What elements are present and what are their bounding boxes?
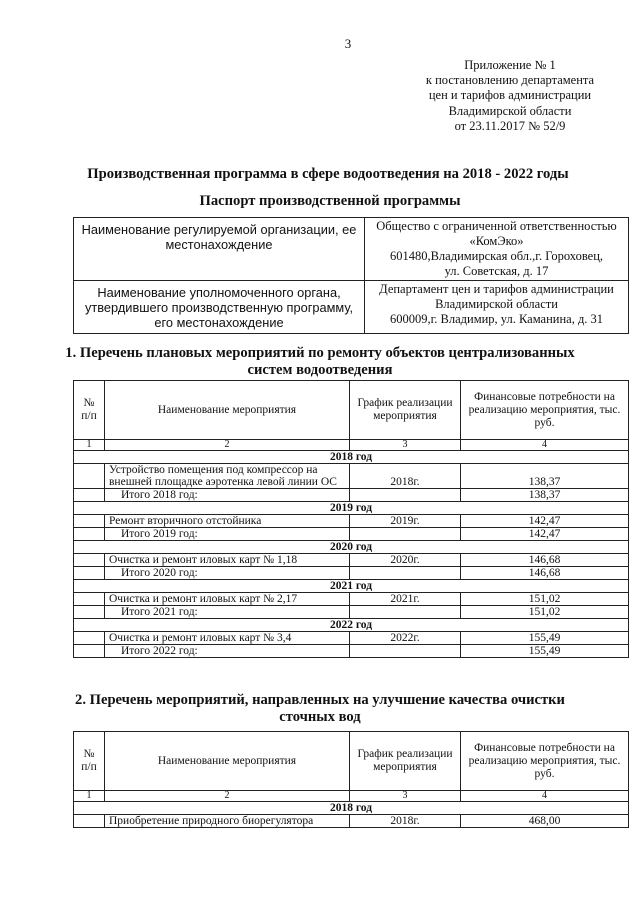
passport-value-line: Департамент цен и тарифов администрации: [379, 282, 614, 296]
appendix-line: от 23.11.2017 № 52/9: [454, 118, 566, 133]
passport-table: [73, 217, 629, 334]
appendix-line: к постановлению департамента: [425, 73, 595, 88]
appendix-line: Владимирской области: [448, 103, 572, 118]
appendix-line: Приложение № 1: [464, 58, 556, 72]
row-number: [74, 567, 105, 580]
total-label: Итого 2022 год:: [105, 645, 350, 658]
total-value: 138,37: [461, 489, 629, 502]
table-header-row: [74, 732, 629, 791]
row-schedule: [350, 606, 461, 619]
passport-label: Наименование уполномоченного органа, утвердившего производственную программу, его местонахождение: [74, 281, 365, 334]
column-number: 3: [350, 440, 461, 451]
row-number: [74, 815, 105, 828]
year-row: [74, 541, 629, 554]
column-numbers-row: [74, 440, 629, 451]
row-number: [74, 606, 105, 619]
section2-table: [73, 731, 629, 828]
total-value: 142,47: [461, 528, 629, 541]
header-schedule: График реализации мероприятия: [350, 732, 461, 791]
row-number: [74, 632, 105, 645]
column-number: 4: [461, 791, 629, 802]
row-number: [74, 528, 105, 541]
table-row: [74, 815, 629, 828]
row-item: Очистка и ремонт иловых карт № 2,17: [105, 593, 350, 606]
year-row: [74, 451, 629, 464]
passport-label: Наименование регулируемой организации, ее местонахождение: [74, 218, 365, 281]
row-schedule: 2019г.: [350, 515, 461, 528]
passport-heading: Паспорт производственной программы: [199, 193, 461, 209]
passport-value-line: Общество с ограниченной ответственностью: [376, 219, 617, 233]
table-row: [74, 515, 629, 528]
column-number: 4: [461, 440, 629, 451]
year-row: [74, 802, 629, 815]
row-schedule: 2018г.: [350, 464, 461, 489]
total-label: Итого 2021 год:: [105, 606, 350, 619]
passport-value-line: ул. Советская, д. 17: [444, 264, 549, 278]
row-schedule: [350, 645, 461, 658]
total-row: [74, 606, 629, 619]
table-row: [74, 632, 629, 645]
year-label: 2021 год: [74, 580, 629, 593]
passport-value: [365, 218, 629, 281]
appendix-line: цен и тарифов администрации: [428, 88, 592, 103]
header-cost: Финансовые потребности на реализацию мероприятия, тыс. руб.: [461, 381, 629, 440]
row-number: [74, 515, 105, 528]
section1-heading-line: систем водоотведения: [247, 362, 393, 378]
table-row: [74, 464, 629, 489]
header-number: № п/п: [74, 381, 105, 440]
section2-heading: [0, 692, 640, 726]
column-number: 2: [105, 440, 350, 451]
row-item: Приобретение природного биорегулятора: [105, 815, 350, 828]
total-label: Итого 2020 год:: [105, 567, 350, 580]
row-schedule: [350, 567, 461, 580]
passport-value: [365, 281, 629, 334]
passport-value-line: 600009,г. Владимир, ул. Каманина, д. 31: [389, 312, 604, 326]
total-label: Итого 2018 год:: [105, 489, 350, 502]
row-schedule: 2021г.: [350, 593, 461, 606]
row-cost: 146,68: [461, 554, 629, 567]
row-number: [74, 554, 105, 567]
year-row: [74, 619, 629, 632]
column-number: 1: [74, 440, 105, 451]
year-label: 2022 год: [74, 619, 629, 632]
header-number: № п/п: [74, 732, 105, 791]
row-cost: 142,47: [461, 515, 629, 528]
row-cost: 138,37: [461, 464, 629, 489]
row-item: Устройство помещения под компрессор на внешней площадке аэротенка левой линии ОС: [105, 464, 350, 489]
page-number: 3: [344, 36, 352, 51]
row-item: Ремонт вторичного отстойника: [105, 515, 350, 528]
total-label: Итого 2019 год:: [105, 528, 350, 541]
row-schedule: 2020г.: [350, 554, 461, 567]
total-row: [74, 528, 629, 541]
passport-value-line: Владимирской области: [435, 297, 558, 311]
header-name: Наименование мероприятия: [105, 732, 350, 791]
total-row: [74, 489, 629, 502]
table-header-row: [74, 381, 629, 440]
total-row: [74, 567, 629, 580]
row-number: [74, 464, 105, 489]
row-number: [74, 489, 105, 502]
row-cost: 155,49: [461, 632, 629, 645]
row-cost: 151,02: [461, 593, 629, 606]
appendix-block: [400, 58, 620, 134]
passport-row: [74, 218, 629, 281]
year-row: [74, 502, 629, 515]
header-name: Наименование мероприятия: [105, 381, 350, 440]
row-schedule: 2018г.: [350, 815, 461, 828]
passport-value-line: «КомЭко»: [469, 234, 524, 248]
column-number: 3: [350, 791, 461, 802]
row-schedule: 2022г.: [350, 632, 461, 645]
total-value: 146,68: [461, 567, 629, 580]
document-title: Производственная программа в сфере водоотведения на 2018 - 2022 годы: [87, 166, 569, 182]
table-row: [74, 554, 629, 567]
row-schedule: [350, 528, 461, 541]
table-row: [74, 593, 629, 606]
row-number: [74, 645, 105, 658]
column-number: 2: [105, 791, 350, 802]
year-label: 2018 год: [74, 451, 629, 464]
row-cost: 468,00: [461, 815, 629, 828]
row-schedule: [350, 489, 461, 502]
section2-heading-line: 2. Перечень мероприятий, направленных на улучшение качества очистки: [75, 692, 565, 708]
passport-row: [74, 281, 629, 334]
total-value: 151,02: [461, 606, 629, 619]
row-number: [74, 593, 105, 606]
header-cost: Финансовые потребности на реализацию мероприятия, тыс. руб.: [461, 732, 629, 791]
year-label: 2019 год: [74, 502, 629, 515]
total-value: 155,49: [461, 645, 629, 658]
section1-heading-line: 1. Перечень плановых мероприятий по ремонту объектов централизованных: [65, 345, 575, 361]
section1-table: [73, 380, 629, 658]
year-row: [74, 580, 629, 593]
row-item: Очистка и ремонт иловых карт № 1,18: [105, 554, 350, 567]
column-numbers-row: [74, 791, 629, 802]
row-item: Очистка и ремонт иловых карт № 3,4: [105, 632, 350, 645]
year-label: 2020 год: [74, 541, 629, 554]
section1-heading: [0, 345, 640, 379]
year-label: 2018 год: [74, 802, 629, 815]
total-row: [74, 645, 629, 658]
column-number: 1: [74, 791, 105, 802]
section2-heading-line: сточных вод: [279, 709, 361, 725]
passport-value-line: 601480,Владимирская обл.,г. Гороховец,: [389, 249, 604, 263]
header-schedule: График реализации мероприятия: [350, 381, 461, 440]
